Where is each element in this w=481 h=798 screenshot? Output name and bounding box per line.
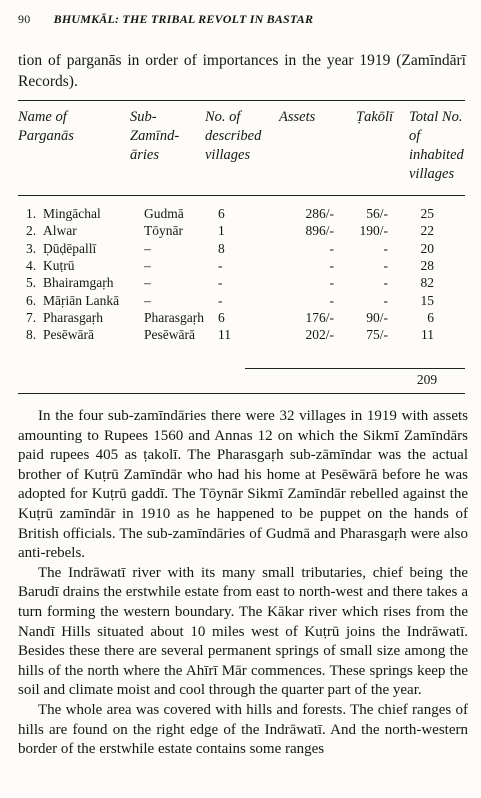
row-assets: 202/-: [305, 327, 334, 343]
row-sub-zamindari: Gudmā: [144, 206, 184, 221]
row-sub-zamindari: –: [144, 292, 151, 308]
row-assets: 896/-: [305, 223, 334, 239]
row-index: 6.: [26, 292, 37, 308]
row-pargana: Kuṭrū: [43, 257, 75, 273]
row-total-villages: 22: [420, 223, 434, 239]
row-sub-zamindari: Tōynār: [144, 223, 183, 239]
row-assets: -: [329, 240, 334, 256]
row-pargana: Pesēwārā: [43, 327, 94, 343]
row-assets: 176/-: [305, 309, 334, 325]
row-index: 5.: [26, 275, 37, 291]
row-total-villages: 6: [427, 309, 434, 325]
header-takoli: Ṭakōlī: [356, 109, 394, 125]
row-total-villages: 11: [421, 327, 434, 343]
header-name: Name of Parganās: [18, 109, 74, 144]
row-pargana: Mingāchal: [43, 206, 101, 221]
row-total-villages: 15: [420, 292, 434, 308]
page-number: 90: [18, 12, 31, 26]
row-index: 2.: [26, 223, 37, 239]
row-takoli: 75/-: [366, 327, 388, 343]
row-index: 4.: [26, 257, 37, 273]
row-takoli: -: [383, 292, 388, 308]
row-described-villages: 8: [218, 240, 225, 256]
row-pargana: Bhairamgaṛh: [43, 275, 114, 291]
row-total-villages: 20: [420, 240, 434, 256]
header-described-villages: No. of described villages: [205, 109, 262, 163]
running-header: [18, 12, 468, 27]
row-takoli: 190/-: [359, 223, 388, 239]
row-sub-zamindari: –: [144, 240, 151, 256]
row-index: 8.: [26, 327, 37, 343]
row-total-villages: 28: [420, 257, 434, 273]
row-described-villages: 1: [218, 223, 225, 239]
intro-paragraph: tion of parganās in order of importances in the year 1919 (Zamīndārī Records).: [18, 52, 466, 90]
table-bottom-rule: [18, 393, 465, 394]
row-assets: 286/-: [305, 206, 334, 221]
row-takoli: -: [383, 240, 388, 256]
row-described-villages: -: [218, 292, 223, 308]
row-described-villages: 6: [218, 309, 225, 325]
grand-total: 209: [416, 372, 438, 387]
row-pargana: Alwar: [43, 223, 77, 239]
row-sub-zamindari: Pesēwārā: [144, 327, 195, 343]
table-header-rule: [18, 195, 465, 196]
row-total-villages: 25: [420, 206, 434, 221]
total-rule: [245, 368, 465, 369]
row-assets: -: [329, 257, 334, 273]
row-takoli: 56/-: [366, 206, 388, 221]
paragraph: The whole area was covered with hills and forests. The chief ranges of hills are found on the right edge of the Indrāwatī. And the north-western border of the erstwhile estate contains some ranges: [18, 701, 468, 758]
row-described-villages: -: [218, 275, 223, 291]
row-takoli: -: [383, 257, 388, 273]
row-assets: -: [329, 275, 334, 291]
row-described-villages: -: [218, 257, 223, 273]
body-text: [18, 407, 468, 760]
row-described-villages: 6: [218, 206, 225, 221]
row-index: 7.: [26, 309, 37, 325]
row-takoli: 90/-: [366, 309, 388, 325]
row-index: 1.: [26, 206, 37, 221]
row-described-villages: 11: [218, 327, 231, 343]
row-total-villages: 82: [420, 275, 434, 291]
row-assets: -: [329, 292, 334, 308]
header-total-villages: Total No. of inhabited villages: [409, 109, 464, 182]
header-sub-zamindaries: Sub-Zamīnd-āries: [130, 109, 180, 163]
row-index: 3.: [26, 240, 37, 256]
paragraph: The Indrāwatī river with its many small tributaries, chief being the Barudī drains the erstwhile estate from east to north-west and there takes a turn forming the western boundary. The Kākar river which rises from the Nandī Hills situated about 10 miles west of Kuṭrū joins the Indrāwatī. Besides these there are several permanent springs of small size among the hills of the north where the Ahīrī Mār commences. These springs keep the soil and climate moist and cool through the quarter part of the year.: [18, 564, 468, 699]
row-pargana: Māṛiān Lankā: [43, 292, 120, 308]
running-head-title: BHUMKĀL: THE TRIBAL REVOLT IN BASTAR: [53, 12, 314, 26]
row-sub-zamindari: Pharasgaṛh: [144, 309, 204, 325]
header-assets: Assets: [279, 109, 316, 125]
row-pargana: Pharasgaṛh: [43, 309, 103, 325]
row-sub-zamindari: –: [144, 275, 151, 291]
row-sub-zamindari: –: [144, 257, 151, 273]
row-pargana: Ḍūḍēpallī: [43, 240, 97, 256]
table-top-rule: [18, 100, 465, 101]
row-takoli: -: [383, 275, 388, 291]
paragraph: In the four sub-zamīndāries there were 32 villages in 1919 with assets amounting to Rupees 1560 and Annas 12 on which the Sikmī Zamīndārs paid rupees 405 as ṭakolī. The Pharasgaṛh sub-zāmīndar was the actual brother of Kuṭrū Zamīndār who had his home at Pesēwārā before he was adopted for Kuṭrū gaddī. The Tōynār Sikmī Zamīndār rebelled against the Kuṭrū zamīndār in 1910 as he happened to be puppet on the hands of British officials. The sub-zamīndāries of Gudmā and Pharasgaṛh were also anti-rebels.: [18, 408, 468, 562]
